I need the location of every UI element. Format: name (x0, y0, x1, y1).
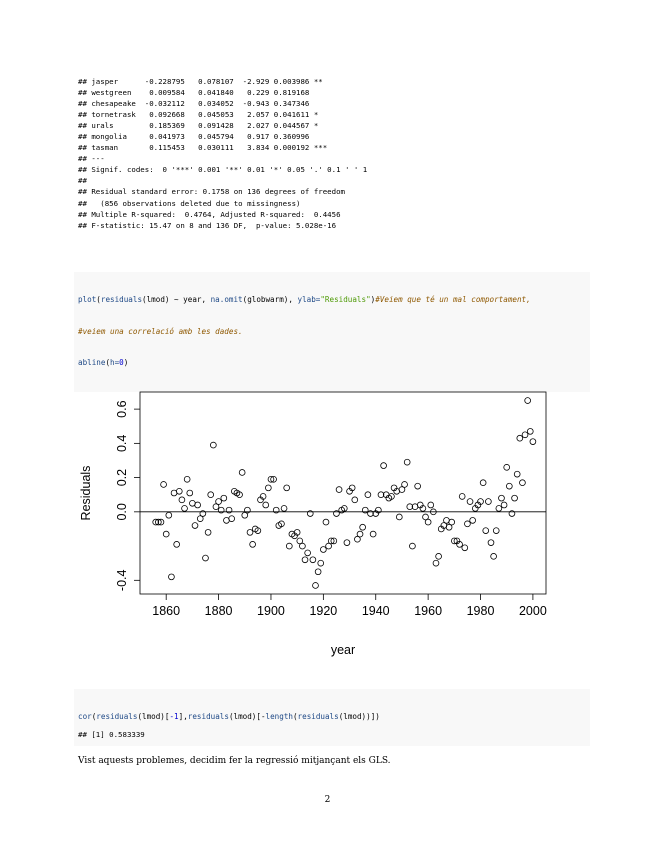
x-tick-label: 1880 (204, 604, 233, 618)
code-token: ) (370, 295, 376, 304)
data-point (530, 439, 536, 445)
code-block-plot (74, 272, 590, 392)
data-point (336, 487, 342, 493)
data-point (313, 583, 319, 589)
data-point (182, 506, 188, 512)
code-token: (globwarm), (242, 295, 298, 304)
data-point (480, 480, 486, 486)
output-line: ## westgreen 0.009584 0.041840 0.229 0.819168 (78, 88, 310, 98)
code-token: 0 (119, 358, 124, 367)
data-point (192, 523, 198, 529)
x-axis-label: year (330, 643, 356, 657)
data-point (187, 490, 193, 496)
data-point (501, 502, 507, 508)
data-point (184, 476, 190, 482)
data-point (436, 553, 442, 559)
code-token: ], (178, 712, 188, 721)
data-point (360, 524, 366, 530)
data-point (527, 428, 533, 434)
x-tick-label: 1860 (152, 604, 181, 618)
data-point (488, 540, 494, 546)
data-point (281, 506, 287, 512)
data-point (302, 557, 308, 563)
y-tick-label: 0.6 (115, 400, 129, 418)
data-point (210, 442, 216, 448)
data-point (286, 543, 292, 549)
data-point (179, 497, 185, 503)
x-tick-label: 1940 (361, 604, 390, 618)
data-point (396, 514, 402, 520)
output-line: ## --- (78, 154, 105, 164)
code-token: -1 (169, 712, 179, 721)
code-token: length (265, 712, 293, 721)
data-point (166, 512, 172, 518)
y-axis-label: Residuals (79, 465, 93, 521)
code-block-cor (74, 689, 590, 746)
output-line: ## chesapeake -0.032112 0.034052 -0.943 0.347346 (78, 99, 310, 109)
code-line (78, 295, 586, 306)
plot-frame (140, 392, 546, 594)
data-point (203, 555, 209, 561)
output-line: ## Signif. codes: 0 '***' 0.001 '**' 0.01 '*' 0.05 '.' 0.1 ' ' 1 (78, 165, 368, 175)
correlation-output (78, 729, 145, 740)
data-point (195, 502, 201, 508)
data-point (305, 550, 311, 556)
data-point (402, 482, 408, 488)
code-token: ( (105, 358, 111, 367)
data-point (176, 488, 182, 494)
code-token: (lmod))]) (338, 712, 380, 721)
data-point (525, 398, 531, 404)
data-point (433, 560, 439, 566)
code-line (78, 712, 586, 723)
x-tick-label: 1900 (257, 604, 285, 618)
regression-output (78, 76, 367, 231)
data-point (465, 521, 471, 527)
data-point (352, 497, 358, 503)
data-point (250, 541, 256, 547)
data-point (425, 519, 431, 525)
code-token: (lmod) ~ year, (142, 295, 211, 304)
data-point (216, 499, 222, 505)
data-point (467, 499, 473, 505)
code-token: residuals (100, 295, 143, 304)
data-point (381, 463, 387, 469)
output-line: ## tornetrask 0.092668 0.045053 2.057 0.041611 * (78, 110, 319, 120)
data-point (357, 531, 363, 537)
data-point (517, 435, 523, 441)
data-point (459, 494, 465, 500)
data-point (221, 495, 227, 501)
code-token: (lmod)[ (228, 712, 261, 721)
data-point (247, 529, 253, 535)
data-point (300, 543, 306, 549)
output-line: ## jasper -0.228795 0.078107 -2.929 0.003986 ** (78, 77, 323, 86)
code-token: ylab= (297, 295, 321, 304)
data-point (323, 519, 329, 525)
data-point (449, 519, 455, 525)
code-token: #veiem una correlació amb les dades. (78, 326, 243, 336)
code-token: plot (78, 295, 97, 304)
output-line: ## F-statistic: 15.47 on 8 and 136 DF, p-value: 5.028e-16 (78, 220, 337, 230)
data-point (514, 471, 520, 477)
data-point (496, 506, 502, 512)
data-point (485, 499, 491, 505)
data-point (208, 492, 214, 498)
data-point (404, 459, 410, 465)
output-line: ## urals 0.185369 0.091428 2.027 0.044567 * (78, 121, 319, 131)
y-tick-label: 0.0 (115, 503, 129, 521)
data-point (263, 502, 269, 508)
data-point (229, 516, 235, 522)
code-token: h= (110, 358, 120, 367)
code-token: abline (78, 358, 106, 367)
code-token: ( (91, 712, 97, 721)
y-tick-label: 0.2 (115, 468, 129, 487)
data-point (470, 517, 476, 523)
data-point (522, 432, 528, 438)
data-point (239, 470, 245, 476)
x-tick-label: 1960 (414, 604, 443, 618)
data-point (499, 495, 505, 501)
data-point (462, 545, 468, 551)
data-point (506, 483, 512, 489)
data-point (174, 541, 180, 547)
code-token: ( (96, 295, 101, 304)
x-tick-label: 2000 (518, 604, 547, 618)
data-point (265, 485, 271, 491)
data-point (161, 482, 167, 488)
data-point (410, 543, 416, 549)
data-point (315, 569, 321, 575)
data-point (310, 557, 316, 563)
data-point (415, 483, 421, 489)
output-line: ## tasman 0.115453 0.030111 3.834 0.000192 *** (78, 143, 328, 153)
output-line: ## Multiple R-squared: 0.4764, Adjusted R-squared: 0.4456 (78, 209, 341, 219)
data-point (344, 540, 350, 546)
y-tick-label: -0.4 (115, 569, 129, 592)
output-line: ## Residual standard error: 0.1758 on 136 degrees of freedom (78, 187, 345, 197)
code-token: residuals (96, 712, 138, 721)
page-number: 2 (324, 795, 331, 805)
data-point (504, 464, 510, 470)
x-tick-label: 1980 (466, 604, 495, 618)
data-point (370, 531, 376, 537)
code-token: #Veiem que té un mal comportament, (375, 295, 531, 304)
data-point (493, 528, 499, 534)
code-line (78, 358, 586, 369)
output-line: ## [1] 0.583339 (78, 730, 145, 739)
body-paragraph: Vist aquests problemes, decidim fer la regressió mitjançant els GLS. (78, 756, 391, 766)
data-point (491, 553, 497, 559)
code-token: - (260, 712, 266, 721)
code-line (78, 327, 586, 338)
data-point (169, 574, 175, 580)
data-point (520, 480, 526, 486)
x-tick-label: 1920 (309, 604, 338, 618)
code-token: na.omit (210, 295, 243, 304)
data-point (512, 495, 518, 501)
data-point (163, 531, 169, 537)
output-line: ## mongolia 0.041973 0.045794 0.917 0.360996 (78, 132, 310, 142)
code-token: ) (123, 358, 129, 367)
y-tick-label: 0.4 (115, 434, 129, 453)
data-point (205, 529, 211, 535)
data-point (365, 492, 371, 498)
residuals-scatter-plot (60, 378, 560, 668)
code-token: "Residuals" (320, 295, 371, 304)
data-point (318, 560, 324, 566)
data-point (483, 528, 489, 534)
code-token: (lmod)[ (137, 712, 170, 721)
data-point (284, 485, 290, 491)
code-token: ( (292, 712, 298, 721)
code-token: residuals (187, 712, 229, 721)
code-token: cor (78, 712, 92, 721)
data-point (428, 502, 434, 508)
output-line: ## (78, 176, 87, 186)
code-token: residuals (297, 712, 339, 721)
data-point (320, 547, 326, 553)
output-line: ## (856 observations deleted due to missingness) (78, 198, 301, 208)
